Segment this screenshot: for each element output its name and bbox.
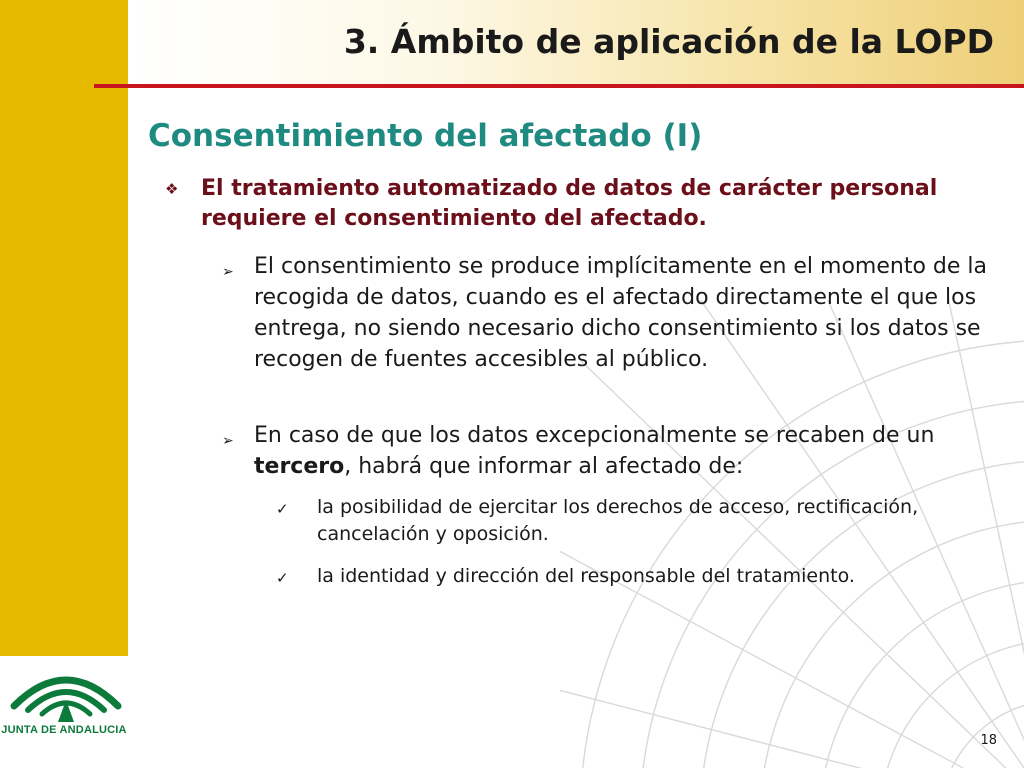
- check-item-text: la identidad y dirección del responsable del tratamiento.: [317, 565, 855, 587]
- bullet-level2-a: [222, 251, 992, 375]
- check-icon: ✓: [276, 569, 289, 587]
- slide-title: 3. Ámbito de aplicación de la LOPD: [343, 22, 994, 61]
- bullet-level2-b-lead: En caso de que los datos excepcionalmente se recaben de un: [254, 423, 935, 448]
- sidebar-band: [0, 0, 128, 656]
- check-icon: ✓: [276, 500, 289, 518]
- check-item-text: la posibilidad de ejercitar los derechos de acceso, rectificación, cancelación y oposición.: [317, 496, 919, 545]
- bullet-level2-b-text: [222, 420, 992, 482]
- arrow-bullet-icon: ➢: [222, 433, 234, 449]
- diamond-bullet-icon: ❖: [165, 180, 179, 198]
- page-number: 18: [980, 733, 997, 748]
- bullet-level1-text: El tratamiento automatizado de datos de carácter personal requiere el consentimiento del afectado.: [201, 176, 938, 231]
- arrow-bullet-icon: ➢: [222, 264, 234, 280]
- title-divider: [94, 84, 1024, 88]
- slide-subtitle: Consentimiento del afectado (I): [148, 118, 703, 154]
- bullet-level2-b: [222, 420, 992, 482]
- bold-word-tercero: tercero: [254, 454, 345, 479]
- bullet-level2-b-tail: , habrá que informar al afectado de:: [344, 454, 744, 479]
- check-item: [276, 494, 976, 548]
- bullet-level2-a-text: El consentimiento se produce implícitamente en el momento de la recogida de datos, cuando es el afectado directamente el que los entrega, no siendo necesario dicho consentimiento si los datos se recogen de fuentes accesibles al público.: [254, 254, 987, 372]
- logo-text: JUNTA DE ANDALUCIA: [1, 724, 127, 736]
- bullet-level1: [165, 174, 945, 234]
- check-item: [276, 563, 976, 590]
